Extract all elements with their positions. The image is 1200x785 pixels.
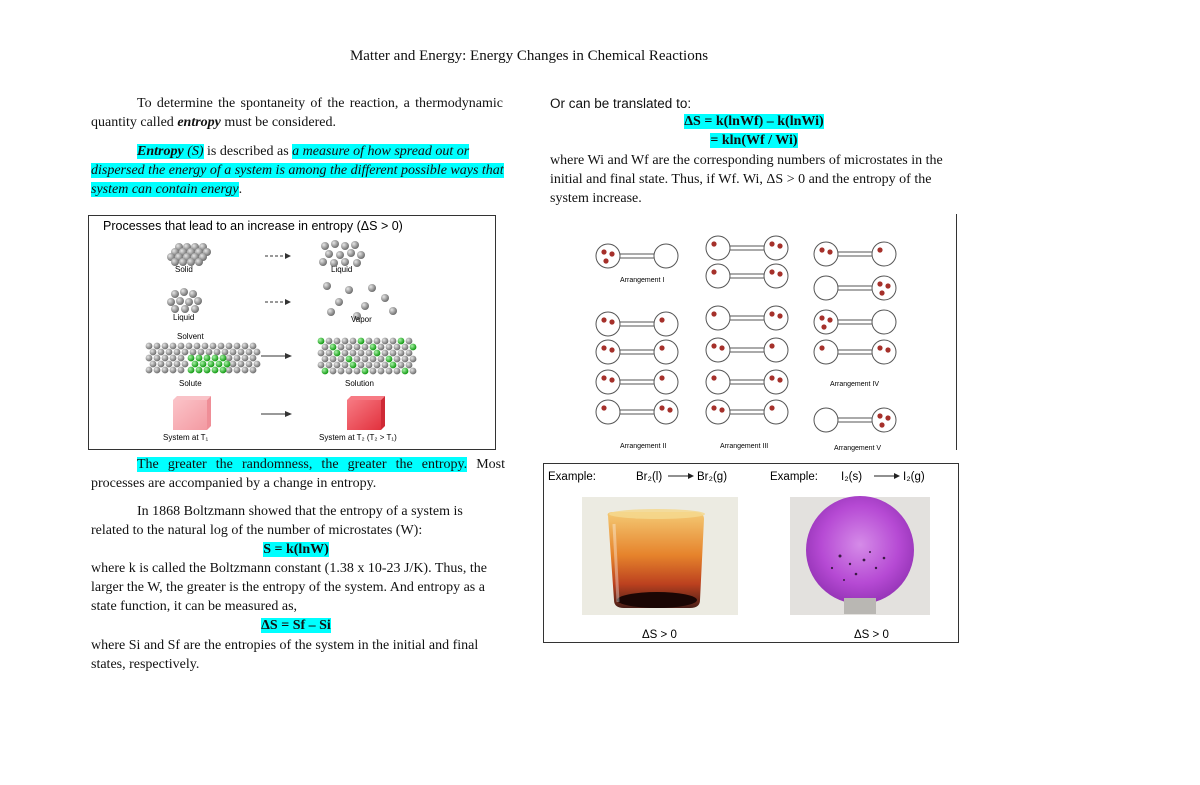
arrangements-figure (590, 226, 900, 452)
example-1-arrow (668, 473, 694, 479)
paragraph-entropy-intro: To determine the spontaneity of the reaction, a thermodynamic quantity called entropy must be considered. (91, 96, 503, 130)
two-bulb-container (814, 340, 896, 364)
iodine-flask-photo (790, 496, 930, 615)
equation-boltzmann: S = k(lnW) (263, 542, 329, 557)
two-bulb-container (706, 306, 788, 330)
two-bulb-container (596, 370, 678, 394)
two-bulb-container (596, 312, 678, 336)
cube-high-temperature (347, 396, 385, 430)
paragraph-boltzmann-constant: where k is called the Boltzmann constant (1.38 x 10-23 J/K). Thus, the larger the W, the greater is the entropy of the system. And entropy as a state function, it can be measured as, (91, 561, 487, 614)
solid-lattice (167, 243, 211, 266)
solvent-particles (146, 343, 261, 374)
example-2-label: Example: (770, 471, 818, 483)
cube-low-temperature (173, 396, 211, 430)
two-bulb-container (706, 236, 788, 260)
two-bulb-container (706, 370, 788, 394)
figure-title: Processes that lead to an increase in entropy (ΔS > 0) (103, 219, 403, 233)
solute-block (188, 355, 231, 374)
example-2-reactant: I₂(s) (841, 471, 863, 483)
paragraph-entropy-definition: Entropy (S) is described as a measure of how spread out or dispersed the energy of a system is among the different possible ways that system can contain energy. (91, 144, 504, 197)
liquid-cluster-2 (167, 288, 202, 313)
equation-delta-s-log: ΔS = k(lnWf) – k(lnWi) (684, 114, 824, 129)
arrangement-1-caption: Arrangement I (620, 277, 665, 284)
arrangement-3-caption: Arrangement III (720, 443, 769, 450)
arrow-1 (265, 253, 291, 259)
two-bulb-container (814, 242, 896, 266)
example-2-product: I₂(g) (903, 471, 925, 483)
paragraph-boltzmann: In 1868 Boltzmann showed that the entropy of a system is related to the natural log of the number of microstates (W): (91, 504, 463, 538)
two-bulb-container (596, 400, 678, 424)
entropy-term: entropy (177, 115, 221, 130)
label-liquid-1: Liquid (331, 265, 353, 274)
arrangement-5-caption: Arrangement V (834, 445, 882, 452)
examples-graphic (544, 464, 958, 642)
arrangement-4-caption: Arrangement IV (830, 381, 880, 388)
solution-particles (318, 338, 417, 375)
paragraph-randomness: The greater the randomness, the greater the entropy. Most processes are accompanied by a change in entropy. (91, 457, 505, 491)
entropy-processes-figure (88, 215, 496, 450)
delta-s-label-1: ΔS > 0 (642, 629, 677, 641)
label-system-t1: System at T₁ (163, 433, 209, 442)
example-1-reactant: Br₂(l) (636, 471, 663, 483)
arrow-2 (265, 299, 291, 305)
two-bulb-container (706, 264, 788, 288)
label-liquid-2: Liquid (173, 313, 195, 322)
paragraph-microstates: where Wi and Wf are the corresponding numbers of microstates in the initial and final state. Thus, if Wf. Wi, ΔS > 0 and the entropy of the system increase. (550, 153, 943, 206)
arrow-4 (261, 411, 292, 417)
equation-delta-s: ΔS = Sf – Si (261, 618, 331, 633)
arrangements-divider (956, 214, 957, 450)
bromine-beaker-photo (582, 497, 738, 615)
paragraph-translated: Or can be translated to: (550, 96, 692, 111)
two-bulb-container (706, 338, 788, 362)
label-system-t2: System at T₂ (T₂ > T₁) (319, 433, 397, 442)
two-bulb-container (814, 408, 896, 432)
label-solute: Solute (179, 379, 202, 388)
entropy-processes-graphic (89, 216, 495, 449)
two-bulb-container (814, 310, 896, 334)
example-1-product: Br₂(g) (697, 471, 728, 483)
label-solution: Solution (345, 379, 374, 388)
two-bulb-container (814, 276, 896, 300)
arrow-3 (261, 353, 292, 359)
example-2-arrow (874, 473, 900, 479)
example-1-label: Example: (548, 471, 596, 483)
label-solvent: Solvent (177, 332, 204, 341)
delta-s-label-2: ΔS > 0 (854, 629, 889, 641)
two-bulb-container (596, 340, 678, 364)
page-title: Matter and Energy: Energy Changes in Chemical Reactions (349, 48, 709, 64)
liquid-cluster-1 (319, 240, 365, 267)
two-bulb-container (596, 244, 678, 268)
randomness-highlight: The greater the randomness, the greater the entropy. (137, 457, 468, 472)
arrangements-graphic (590, 226, 900, 452)
arrangement-2-caption: Arrangement II (620, 443, 667, 450)
label-vapor: Vapor (351, 315, 372, 324)
label-solid: Solid (175, 265, 193, 274)
paragraph-initial-final: where Si and Sf are the entropies of the system in the initial and final states, respectively. (91, 638, 479, 672)
examples-figure (543, 463, 959, 643)
equation-ratio: = kln(Wf / Wi) (710, 133, 798, 148)
two-bulb-container (706, 400, 788, 424)
